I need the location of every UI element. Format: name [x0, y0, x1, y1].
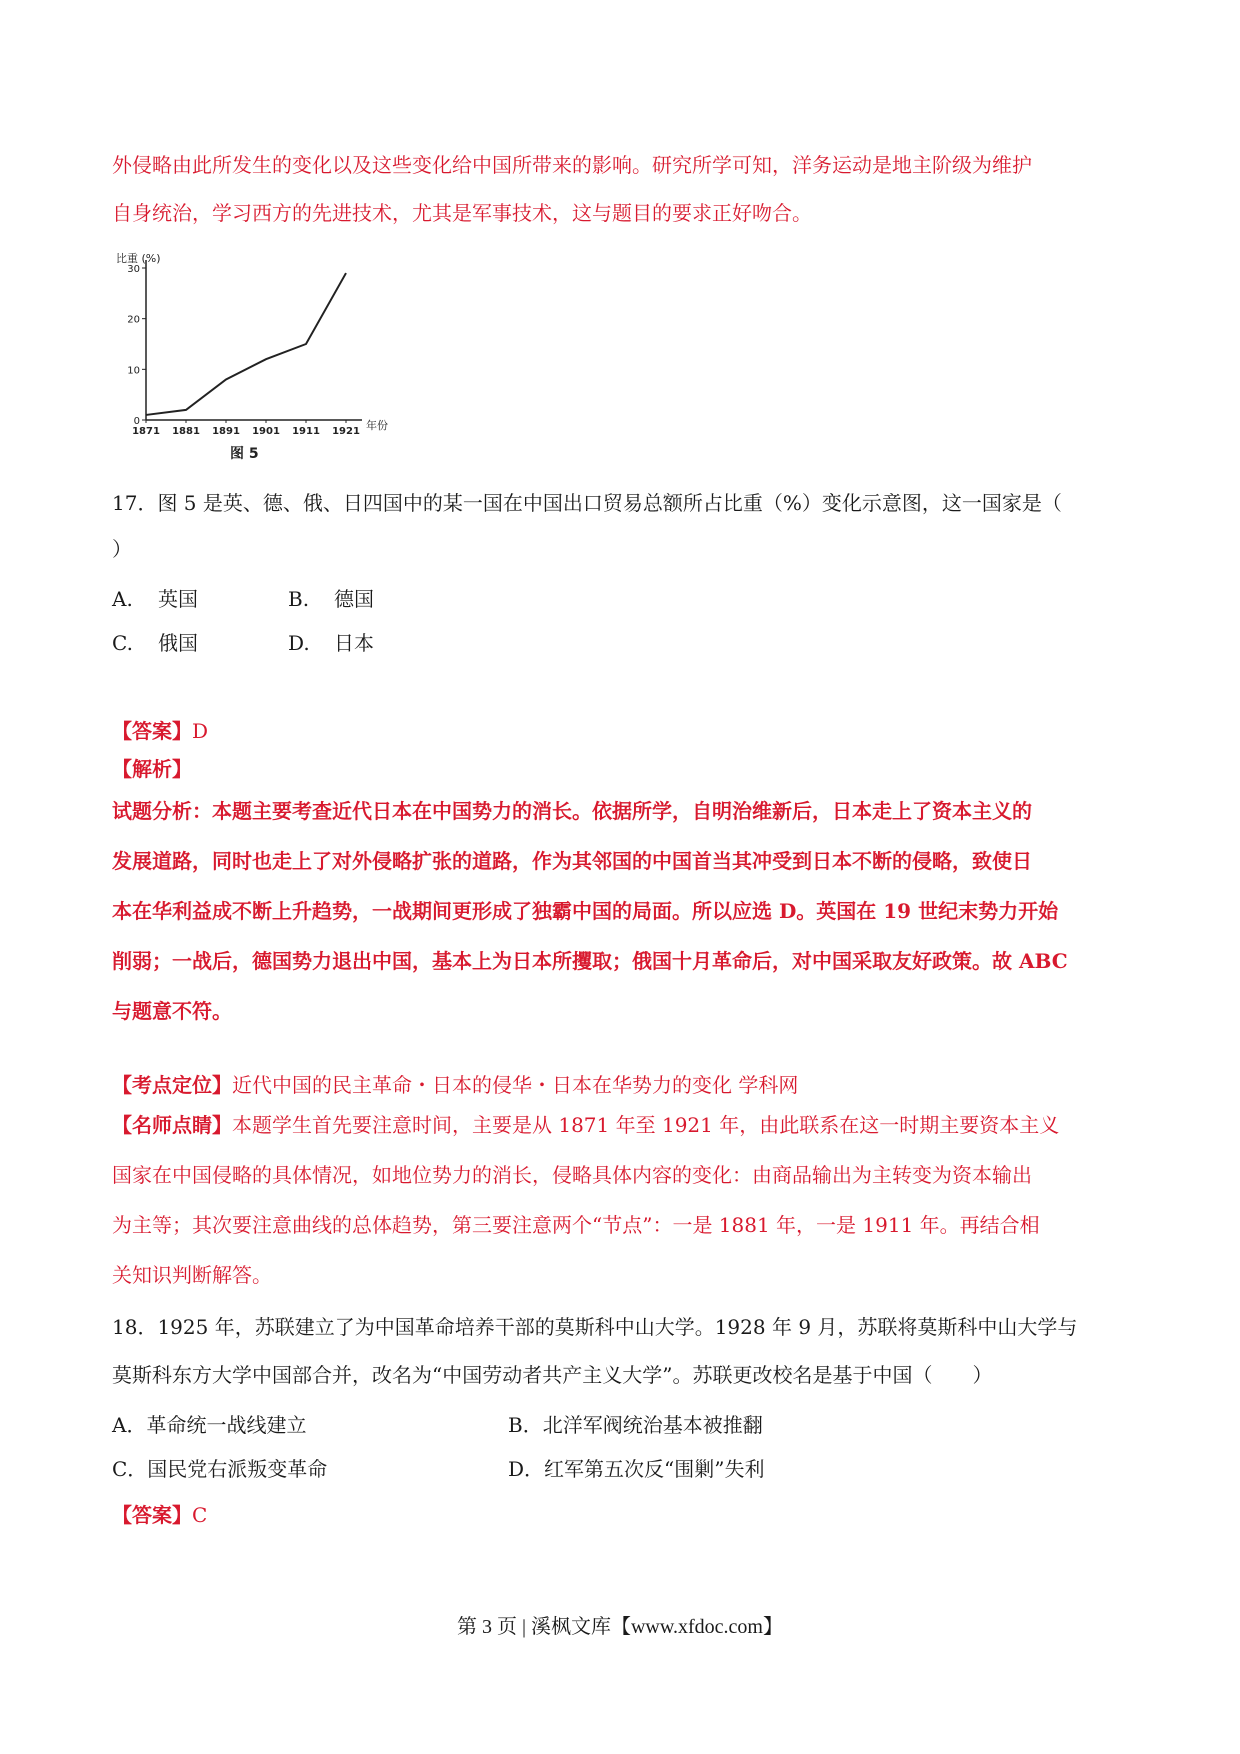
y-tick-label: 30 [127, 264, 140, 275]
kaodian-label: 【考点定位】 [112, 1073, 232, 1097]
q17-option-a-letter: A. [112, 587, 133, 611]
x-tick-label: 1921 [332, 426, 360, 437]
answer-value: D [192, 719, 209, 743]
q17-option-b-letter: B. [288, 587, 310, 611]
q17-option-c-letter: C. [112, 631, 133, 655]
line-chart [112, 240, 392, 470]
x-tick-label: 1891 [212, 426, 240, 437]
q17-option-a-text: 英国 [158, 587, 198, 611]
q18-option-d: D．红军第五次反“围剿”失利 [508, 1457, 765, 1481]
page-footer: 第 3 页 | 溪枫文库【www.xfdoc.com】 [456, 1616, 783, 1638]
q18-answer-label: 【答案】 [112, 1503, 192, 1527]
q17-option-d-letter: D. [288, 631, 310, 655]
y-tick-label: 0 [133, 416, 140, 427]
q17-option-b-text: 德国 [334, 587, 374, 611]
q17-answer [112, 716, 208, 746]
mingshi-line-2: 国家在中国侵略的具体情况，如地位势力的消长，侵略具体内容的变化：由商品输出为主转变为资本输出 [112, 1163, 1032, 1187]
intro-line-2: 自身统治，学习西方的先进技术，尤其是军事技术，这与题目的要求正好吻合。 [112, 201, 812, 225]
q18-stem-line-2: 莫斯科东方大学中国部合并，改名为“中国劳动者共产主义大学”。苏联更改校名是基于中国（ ） [112, 1363, 993, 1387]
x-tick-label: 1871 [132, 426, 160, 437]
analysis-line-2: 发展道路，同时也走上了对外侵略扩张的道路，作为其邻国的中国首当其冲受到日本不断的侵略，致使日 [112, 849, 1032, 873]
analysis-line-1: 试题分析：本题主要考查近代日本在中国势力的消长。依据所学，自明治维新后，日本走上了资本主义的 [112, 799, 1032, 823]
x-tick-label: 1901 [252, 426, 280, 437]
mingshi-line-1 [112, 1110, 1059, 1140]
mingshi-text-1: 本题学生首先要注意时间，主要是从 1871 年至 1921 年，由此联系在这一时期主要资本主义 [232, 1113, 1060, 1137]
y-tick-label: 20 [127, 314, 140, 326]
q18-stem-line-1: 18．1925 年，苏联建立了为中国革命培养干部的莫斯科中山大学。1928 年 9 月，苏联将莫斯科中山大学与 [112, 1315, 1078, 1339]
figure-5 [112, 240, 392, 470]
mingshi-line-4: 关知识判断解答。 [112, 1263, 272, 1287]
x-tick-label: 1911 [292, 426, 320, 437]
figure-caption: 图 5 [230, 446, 259, 462]
intro-line-1: 外侵略由此所发生的变化以及这些变化给中国所带来的影响。研究所学可知，洋务运动是地主阶级为维护 [112, 153, 1032, 177]
y-tick-label: 10 [127, 365, 140, 377]
q18-option-b: B．北洋军阀统治基本被推翻 [508, 1413, 763, 1437]
analysis-line-5: 与题意不符。 [112, 999, 232, 1023]
analysis-line-3: 本在华利益成不断上升趋势，一战期间更形成了独霸中国的局面。所以应选 D。英国在 19 世纪末势力开始 [112, 899, 1059, 923]
q18-option-c: C．国民党右派叛变革命 [112, 1457, 328, 1481]
q18-answer [112, 1500, 207, 1530]
q18-option-a: A．革命统一战线建立 [112, 1413, 307, 1437]
q17-stem-line-2: ） [112, 537, 132, 561]
analysis-label: 【解析】 [112, 757, 192, 781]
answer-label: 【答案】 [112, 719, 192, 743]
kaodian-text: 近代中国的民主革命・日本的侵华・日本在华势力的变化 学科网 [232, 1073, 799, 1097]
q18-answer-value: C [192, 1503, 208, 1527]
mingshi-line-3: 为主等；其次要注意曲线的总体趋势，第三要注意两个“节点”：一是 1881 年，一是 1911 年。再结合相 [112, 1213, 1040, 1237]
x-axis-label: 年份 [366, 419, 388, 432]
mingshi-label: 【名师点睛】 [112, 1113, 232, 1137]
q17-option-c-text: 俄国 [158, 631, 198, 655]
y-axis-label: 比重 (%) [116, 252, 161, 265]
analysis-line-4: 削弱；一战后，德国势力退出中国，基本上为日本所攫取；俄国十月革命后，对中国采取友好政策。故 ABC [112, 949, 1068, 973]
series-line [146, 273, 346, 415]
q17-option-d-text: 日本 [334, 631, 374, 655]
x-tick-label: 1881 [172, 426, 200, 437]
q17-stem-line-1: 17．图 5 是英、德、俄、日四国中的某一国在中国出口贸易总额所占比重（%）变化示意图，这一国家是（ [112, 491, 1062, 515]
kaodian [112, 1070, 798, 1100]
